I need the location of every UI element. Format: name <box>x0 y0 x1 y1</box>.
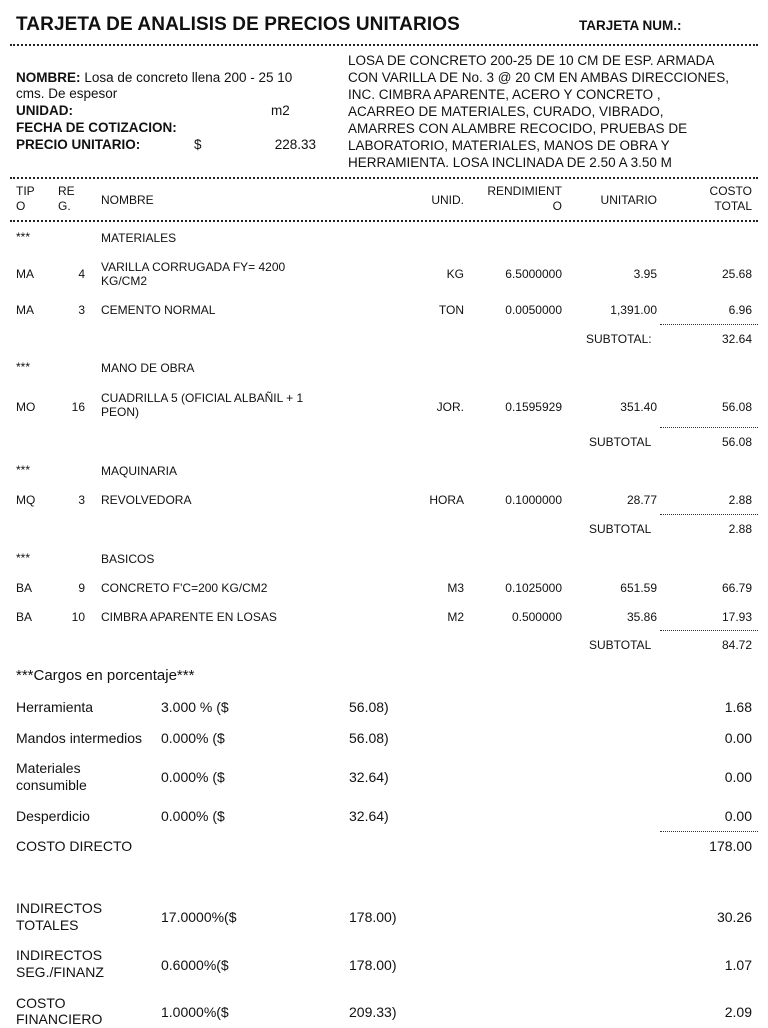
cargo-base: 32.64) <box>349 808 389 824</box>
indirecto-amount: 1.07 <box>724 957 752 973</box>
cell-reg: 10 <box>71 610 85 624</box>
precio-currency: $ <box>194 137 202 152</box>
cell-unitario: 351.40 <box>620 400 657 414</box>
col-nombre-header: NOMBRE <box>101 193 154 207</box>
col-tipo-line: O <box>16 199 26 213</box>
col-unid-header: UNID. <box>431 193 464 207</box>
divider <box>10 177 758 179</box>
cell-rendimiento: 0.1595929 <box>505 400 562 414</box>
cargo-amount: 0.00 <box>724 808 752 824</box>
col-rendimiento-header <box>470 184 562 214</box>
subtotal-rule <box>660 514 758 515</box>
cargo-label: Mandos intermedios <box>16 730 143 746</box>
nombre-field <box>16 69 292 86</box>
col-costo-line: TOTAL <box>714 199 752 213</box>
page-title: TARJETA DE ANALISIS DE PRECIOS UNITARIOS <box>16 14 460 35</box>
cargo-amount: 0.00 <box>724 730 752 746</box>
cell-tipo: MO <box>16 400 36 414</box>
cell-unid: KG <box>446 267 464 281</box>
cell-tipo: MA <box>16 267 34 281</box>
cell-reg: 3 <box>78 303 85 317</box>
cell-unitario: 35.86 <box>626 610 657 624</box>
fecha-label: FECHA DE COTIZACION: <box>16 120 177 135</box>
cell-rendimiento: 0.500000 <box>511 610 562 624</box>
subtotal-rule <box>660 630 758 631</box>
cell-rendimiento: 6.5000000 <box>505 267 562 281</box>
subtotal-value: 32.64 <box>721 332 752 346</box>
col-rend-line: O <box>552 199 562 213</box>
section-marker: *** <box>16 463 31 477</box>
col-costo-line: COSTO <box>709 184 752 198</box>
cell-total: 2.88 <box>728 493 752 507</box>
cell-unid: M2 <box>447 610 464 624</box>
subtotal-label: SUBTOTAL <box>589 522 652 536</box>
indirecto-label-cont: SEG./FINANZ <box>16 964 104 980</box>
subtotal-value: 56.08 <box>721 435 752 449</box>
nombre-value-cont: cms. De espesor <box>16 86 118 101</box>
nombre-label: NOMBRE: <box>16 70 81 85</box>
cell-nombre: CONCRETO F'C=200 KG/CM2 <box>101 581 268 595</box>
precio-value: 228.33 <box>274 137 316 152</box>
cell-unitario: 651.59 <box>620 581 657 595</box>
indirecto-amount: 30.26 <box>716 909 752 925</box>
cell-reg: 3 <box>78 493 85 507</box>
cargo-pct: 0.000% ($ <box>161 808 225 824</box>
divider <box>10 220 758 222</box>
col-reg-header <box>58 184 75 214</box>
cell-reg: 16 <box>71 400 85 414</box>
indirecto-pct: 0.6000%($ <box>161 957 229 973</box>
cell-unid: JOR. <box>436 400 464 414</box>
cargo-label: Desperdicio <box>16 808 90 824</box>
cargo-base: 56.08) <box>349 699 389 715</box>
unidad-value: m2 <box>271 103 290 118</box>
cargo-pct: 0.000% ($ <box>161 769 225 785</box>
cell-unitario: 3.95 <box>633 267 657 281</box>
cell-nombre: REVOLVEDORA <box>101 493 192 507</box>
cell-total: 17.93 <box>721 610 752 624</box>
cell-tipo: MA <box>16 303 34 317</box>
subtotal-label: SUBTOTAL: <box>586 332 652 346</box>
cargo-label: Herramienta <box>16 699 94 715</box>
subtotal-rule <box>660 427 758 428</box>
cargo-amount: 0.00 <box>724 769 752 785</box>
cargos-heading: ***Cargos en porcentaje*** <box>16 667 195 684</box>
cargo-pct: 0.000% ($ <box>161 730 225 746</box>
cell-total: 25.68 <box>721 267 752 281</box>
section-marker: *** <box>16 360 31 374</box>
cell-tipo: MQ <box>16 493 36 507</box>
divider <box>10 44 758 46</box>
section-title-maquinaria: MAQUINARIA <box>101 464 178 478</box>
section-title-materiales: MATERIALES <box>101 231 177 245</box>
section-title-mano-obra: MANO DE OBRA <box>101 361 195 375</box>
indirecto-label: INDIRECTOS <box>16 947 103 963</box>
col-tipo-header <box>16 184 35 214</box>
cell-rendimiento: 0.0050000 <box>505 303 562 317</box>
col-reg-line: RE <box>58 184 75 198</box>
cell-rendimiento: 0.1025000 <box>505 581 562 595</box>
col-reg-line: G. <box>58 199 71 213</box>
cargo-base: 32.64) <box>349 769 389 785</box>
cargo-base: 56.08) <box>349 730 389 746</box>
section-marker: *** <box>16 551 31 565</box>
subtotal-value: 84.72 <box>721 638 752 652</box>
subtotal-rule <box>660 324 758 325</box>
cell-tipo: BA <box>16 610 33 624</box>
cargo-label-cont: consumible <box>16 777 87 793</box>
cell-reg: 4 <box>78 267 85 281</box>
col-unitario-header: UNITARIO <box>600 193 657 207</box>
cell-nombre-cont: KG/CM2 <box>101 274 148 288</box>
col-costo-header <box>680 184 752 214</box>
indirecto-base: 178.00) <box>349 957 397 973</box>
costo-directo-rule <box>660 831 758 832</box>
indirecto-pct: 1.0000%($ <box>161 1004 229 1020</box>
indirecto-pct: 17.0000%($ <box>161 909 237 925</box>
cargo-amount: 1.68 <box>724 699 752 715</box>
indirecto-label-cont: FINANCIERO <box>16 1011 103 1027</box>
indirecto-amount: 2.09 <box>724 1004 752 1020</box>
cell-nombre-cont: PEON) <box>101 405 140 419</box>
unidad-label: UNIDAD: <box>16 103 73 118</box>
costo-directo-value: 178.00 <box>709 838 752 854</box>
subtotal-label: SUBTOTAL <box>589 435 652 449</box>
indirecto-base: 209.33) <box>349 1004 397 1020</box>
indirecto-label-cont: TOTALES <box>16 917 79 933</box>
subtotal-label: SUBTOTAL <box>589 638 652 652</box>
cell-unid: TON <box>438 303 464 317</box>
cell-rendimiento: 0.1000000 <box>505 493 562 507</box>
subtotal-value: 2.88 <box>728 522 752 536</box>
indirecto-label: INDIRECTOS <box>16 900 103 916</box>
section-title-basicos: BASICOS <box>101 552 155 566</box>
cell-unid: M3 <box>447 581 464 595</box>
cell-nombre: CIMBRA APARENTE EN LOSAS <box>101 610 277 624</box>
precio-label: PRECIO UNITARIO: <box>16 137 141 152</box>
cell-tipo: BA <box>16 581 33 595</box>
cell-unitario: 1,391.00 <box>610 303 657 317</box>
cell-unitario: 28.77 <box>626 493 657 507</box>
section-marker: *** <box>16 230 31 244</box>
cell-nombre: VARILLA CORRUGADA FY= 4200 <box>101 260 286 274</box>
nombre-value: Losa de concreto llena 200 - 25 10 <box>84 70 293 85</box>
cargo-pct: 3.000 % ($ <box>161 699 229 715</box>
col-tipo-line: TIP <box>16 184 35 198</box>
indirecto-label: COSTO <box>16 995 66 1011</box>
col-rend-line: RENDIMIENT <box>487 184 562 198</box>
card-number-label: TARJETA NUM.: <box>579 18 682 33</box>
cell-total: 6.96 <box>728 303 752 317</box>
costo-directo-label: COSTO DIRECTO <box>16 838 133 854</box>
cell-unid: HORA <box>429 493 464 507</box>
cargo-label: Materiales <box>16 760 81 776</box>
indirecto-base: 178.00) <box>349 909 397 925</box>
cell-nombre: CEMENTO NORMAL <box>101 303 216 317</box>
concept-description: LOSA DE CONCRETO 200-25 DE 10 CM DE ESP. ARMADA CON VARILLA DE No. 3 @ 20 CM EN AMBAS DIRECCIONES, INC. CIMBRA APARENTE, ACERO Y CONCRETO , ACARREO DE MATERIALES, CURADO, VIBRADO, AMARRES CON ALAMBRE RECOCIDO, PRUEBAS DE LABORATORIO, MATERIALES, MANOS DE OBRA Y HERRAMIENTA. LOSA INCLINADA DE 2.50 A 3.50 M <box>348 53 730 170</box>
cell-nombre: CUADRILLA 5 (OFICIAL ALBAÑIL + 1 <box>101 391 304 405</box>
cell-reg: 9 <box>78 581 85 595</box>
cell-total: 56.08 <box>721 400 752 414</box>
cell-total: 66.79 <box>721 581 752 595</box>
